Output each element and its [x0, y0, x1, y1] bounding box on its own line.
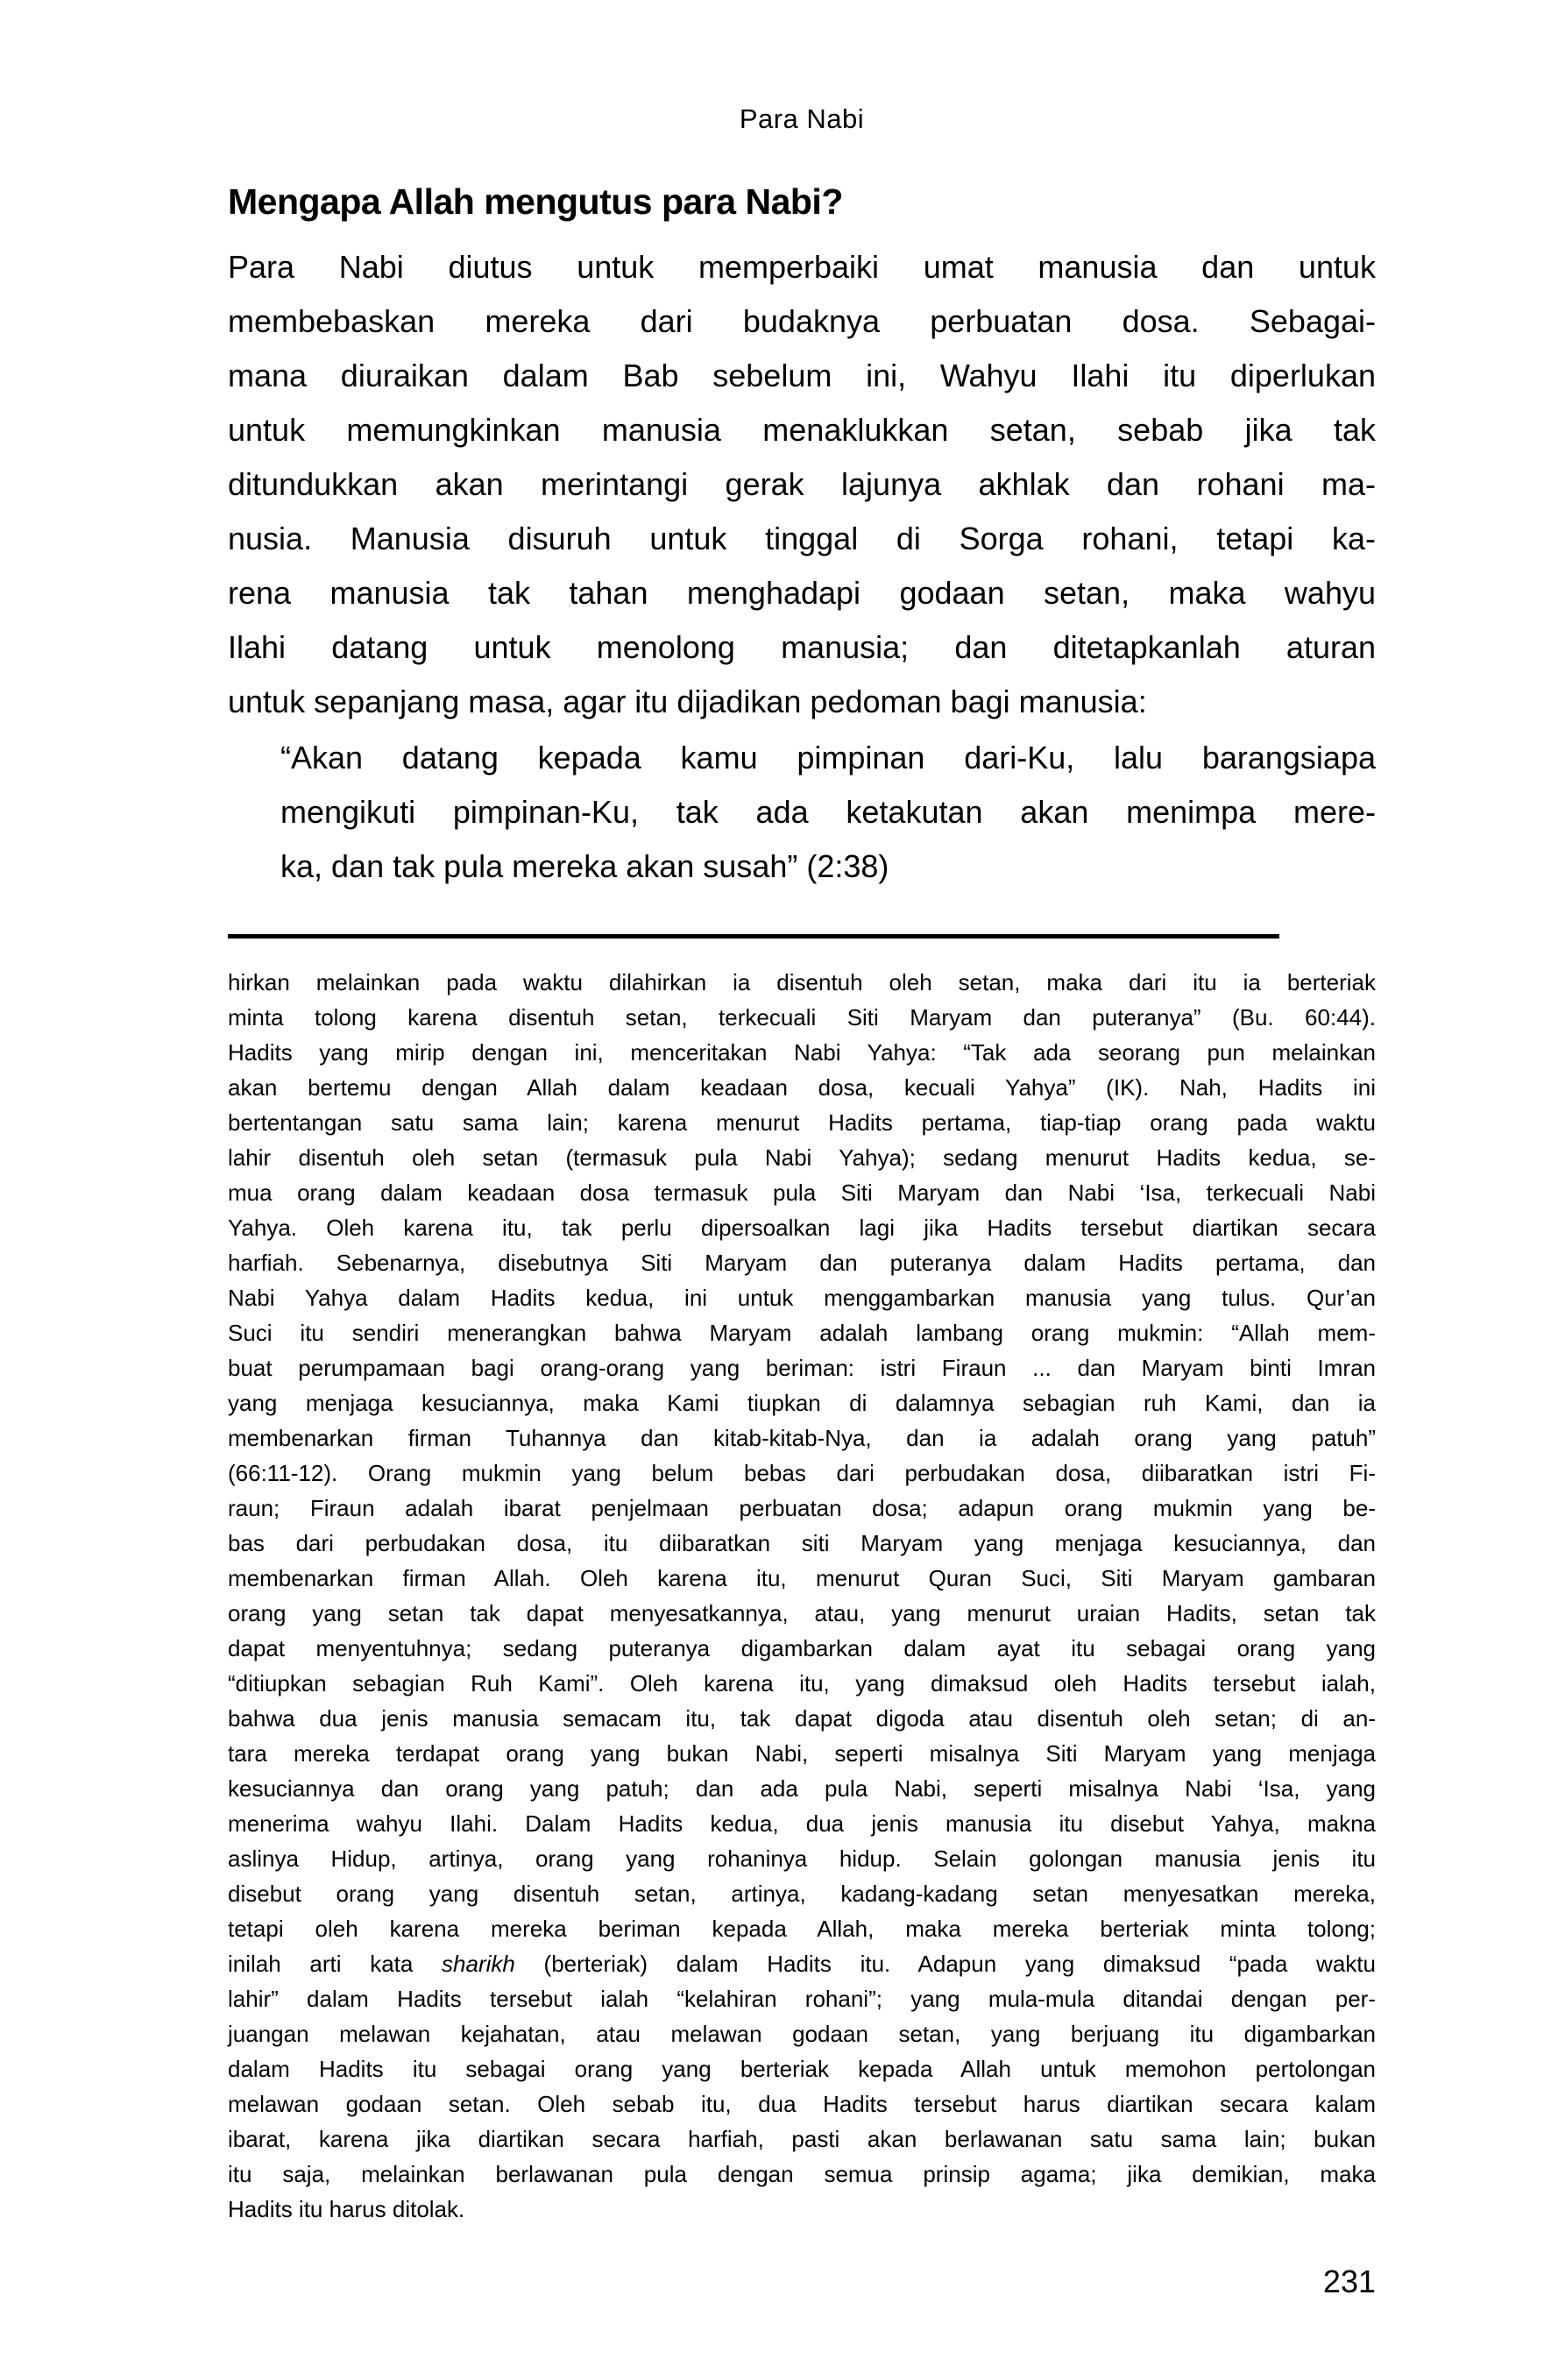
text-segment: inilah arti kata [228, 1951, 443, 1977]
text-line: buat perumpamaan bagi orang-orang yang beriman: istri Firaun ... dan Maryam binti Imran [228, 1355, 1376, 1381]
text-line: untuk memungkinkan manusia menaklukkan setan, sebab jika tak [228, 412, 1376, 448]
text-line: orang yang setan tak dapat menyesatkannya, atau, yang menurut uraian Hadits, setan tak [228, 1600, 1376, 1626]
text-line: Nabi Yahya dalam Hadits kedua, ini untuk menggambarkan manusia yang tulus. Qur’an [228, 1285, 1376, 1311]
text-line: yang menjaga kesuciannya, maka Kami tiupkan di dalamnya sebagian ruh Kami, dan ia [228, 1390, 1376, 1416]
text-line: dalam Hadits itu sebagai orang yang berteriak kepada Allah untuk memohon pertolongan [228, 2056, 1376, 2082]
text-line: Hadits itu harus ditolak. [228, 2196, 465, 2222]
text-line: melawan godaan setan. Oleh sebab itu, dua Hadits tersebut harus diartikan secara kalam [228, 2091, 1376, 2117]
body-paragraph [228, 240, 1376, 729]
running-header: Para Nabi [739, 103, 865, 134]
text-segment: (berteriak) dalam Hadits itu. Adapun yang dimaksud “pada waktu [514, 1951, 1376, 1977]
text-line: harfiah. Sebenarnya, disebutnya Siti Maryam dan puteranya dalam Hadits pertama, dan [228, 1250, 1376, 1276]
text-line: (66:11-12). Orang mukmin yang belum bebas dari perbudakan dosa, diibaratkan istri Fi- [228, 1460, 1376, 1486]
text-line: “ditiupkan sebagian Ruh Kami”. Oleh karena itu, yang dimaksud oleh Hadits tersebut ialah, [228, 1670, 1376, 1696]
text-line: ibarat, karena jika diartikan secara harfiah, pasti akan berlawanan satu sama lain; bukan [228, 2126, 1376, 2152]
text-line: mua orang dalam keadaan dosa termasuk pula Siti Maryam dan Nabi ‘Isa, terkecuali Nabi [228, 1179, 1376, 1206]
section-heading: Mengapa Allah mengutus para Nabi? [228, 181, 843, 222]
text-line: Ilahi datang untuk menolong manusia; dan ditetapkanlah aturan [228, 629, 1376, 665]
text-line: ka, dan tak pula mereka akan susah” (2:38) [280, 848, 889, 884]
text-line: lahir” dalam Hadits tersebut ialah “kelahiran rohani”; yang mula-mula ditandai dengan per- [228, 1986, 1376, 2012]
text-line: “Akan datang kepada kamu pimpinan dari-Ku, lalu barangsiapa [280, 740, 1376, 776]
text-line: bahwa dua jenis manusia semacam itu, tak dapat digoda atau disentuh oleh setan; di an- [228, 1705, 1376, 1732]
footnote-text [228, 965, 1376, 2227]
text-line: ditundukkan akan merintangi gerak lajunya akhlak dan rohani ma- [228, 466, 1376, 502]
text-line: untuk sepanjang masa, agar itu dijadikan pedoman bagi manusia: [228, 684, 1147, 719]
italic-term: sharikh [442, 1951, 515, 1977]
text-line: bas dari perbudakan dosa, itu diibaratkan siti Maryam yang menjaga kesuciannya, dan [228, 1530, 1376, 1556]
footnote-separator-rule [228, 934, 1279, 939]
text-line: menerima wahyu Ilahi. Dalam Hadits kedua, dua jenis manusia itu disebut Yahya, makna [228, 1810, 1376, 1837]
text-line: raun; Firaun adalah ibarat penjelmaan perbuatan dosa; adapun orang mukmin yang be- [228, 1495, 1376, 1521]
text-line: Para Nabi diutus untuk memperbaiki umat manusia dan untuk [228, 249, 1376, 285]
text-line: Yahya. Oleh karena itu, tak perlu dipersoalkan lagi jika Hadits tersebut diartikan secara [228, 1215, 1376, 1241]
text-line: tara mereka terdapat orang yang bukan Nabi, seperti misalnya Siti Maryam yang menjaga [228, 1740, 1376, 1767]
text-line: mana diuraikan dalam Bab sebelum ini, Wahyu Ilahi itu diperlukan [228, 358, 1376, 393]
text-line: Suci itu sendiri menerangkan bahwa Maryam adalah lambang orang mukmin: “Allah mem- [228, 1320, 1376, 1346]
text-line: akan bertemu dengan Allah dalam keadaan dosa, kecuali Yahya” (IK). Nah, Hadits ini [228, 1074, 1376, 1101]
text-line: membebaskan mereka dari budaknya perbuatan dosa. Sebagai- [228, 303, 1376, 339]
text-line: Hadits yang mirip dengan ini, menceritakan Nabi Yahya: “Tak ada seorang pun melainkan [228, 1039, 1376, 1066]
text-line: aslinya Hidup, artinya, orang yang rohaninya hidup. Selain golongan manusia jenis itu [228, 1845, 1376, 1872]
text-line: dapat menyentuhnya; sedang puteranya digambarkan dalam ayat itu sebagai orang yang [228, 1635, 1376, 1661]
text-line: lahir disentuh oleh setan (termasuk pula Nabi Yahya); sedang menurut Hadits kedua, se- [228, 1144, 1376, 1171]
quran-quote [280, 731, 1376, 894]
text-line: itu saja, melainkan berlawanan pula dengan semua prinsip agama; jika demikian, maka [228, 2161, 1376, 2187]
page-number: 231 [1322, 2263, 1376, 2299]
text-line: kesuciannya dan orang yang patuh; dan ada pula Nabi, seperti misalnya Nabi ‘Isa, yang [228, 1775, 1376, 1802]
text-line: minta tolong karena disentuh setan, terkecuali Siti Maryam dan puteranya” (Bu. 60:44). [228, 1004, 1376, 1031]
text-line: membenarkan firman Allah. Oleh karena itu, menurut Quran Suci, Siti Maryam gambaran [228, 1565, 1376, 1591]
text-line: tetapi oleh karena mereka beriman kepada Allah, maka mereka berteriak minta tolong; [228, 1916, 1376, 1942]
text-line: mengikuti pimpinan-Ku, tak ada ketakutan akan menimpa mere- [280, 794, 1376, 830]
text-line: hirkan melainkan pada waktu dilahirkan ia disentuh oleh setan, maka dari itu ia berteriak [228, 969, 1376, 995]
text-line: disebut orang yang disentuh setan, artinya, kadang-kadang setan menyesatkan mereka, [228, 1881, 1376, 1907]
text-line: bertentangan satu sama lain; karena menurut Hadits pertama, tiap-tiap orang pada waktu [228, 1109, 1376, 1136]
text-line: nusia. Manusia disuruh untuk tinggal di Sorga rohani, tetapi ka- [228, 521, 1376, 556]
text-line: juangan melawan kejahatan, atau melawan godaan setan, yang berjuang itu digambarkan [228, 2021, 1376, 2047]
text-line: rena manusia tak tahan menghadapi godaan setan, maka wahyu [228, 575, 1376, 611]
text-line: membenarkan firman Tuhannya dan kitab-kitab-Nya, dan ia adalah orang yang patuh” [228, 1425, 1376, 1451]
text-line [228, 1946, 1376, 1981]
